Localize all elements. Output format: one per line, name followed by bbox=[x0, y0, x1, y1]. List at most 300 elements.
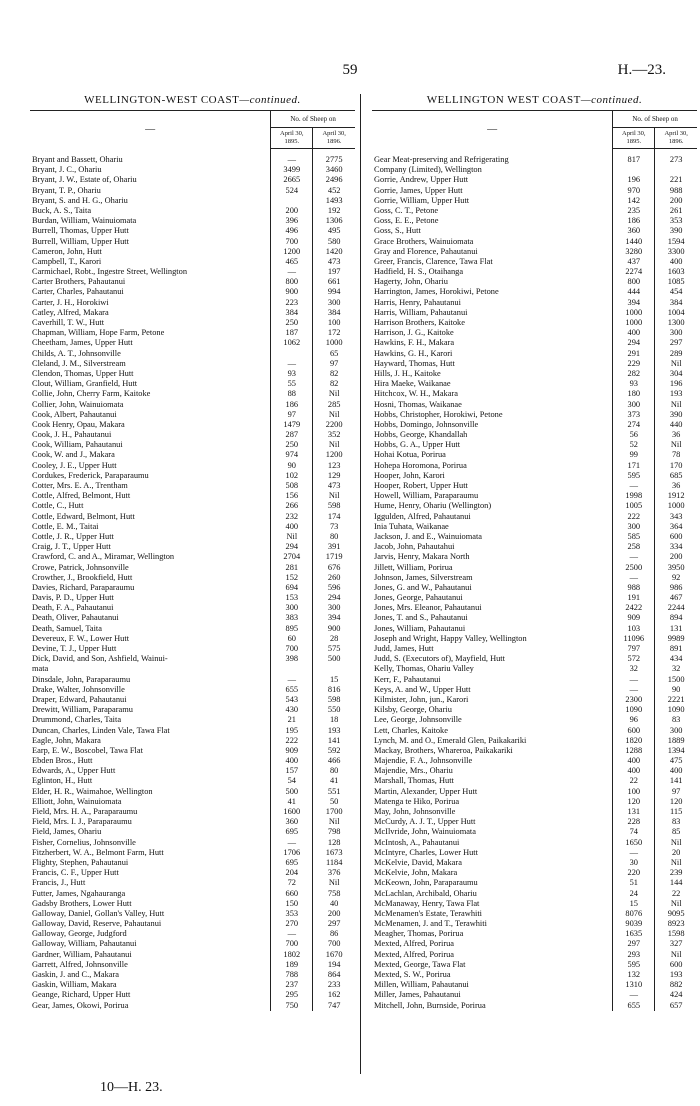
sheep-1895: 22 bbox=[613, 776, 655, 786]
sheep-1895: 2665 bbox=[271, 175, 313, 185]
owner-name: Caverhill, T. W., Hutt bbox=[30, 318, 271, 328]
owner-name: Goss, E. E., Petone bbox=[372, 216, 613, 226]
sheep-1895: 15 bbox=[613, 899, 655, 909]
owner-name: Flighty, Stephen, Pahautanui bbox=[30, 858, 271, 868]
sheep-1895: — bbox=[613, 990, 655, 1000]
owner-name: Cook, William, Pahautanui bbox=[30, 440, 271, 450]
sheep-1895: 543 bbox=[271, 695, 313, 705]
sheep-1896: 196 bbox=[669, 379, 683, 389]
sheep-1896: 598 bbox=[327, 501, 341, 511]
sheep-1896: 78 bbox=[671, 450, 681, 460]
table-row bbox=[30, 389, 355, 399]
sheep-1895: 222 bbox=[271, 736, 313, 746]
sheep-1896: Nil bbox=[328, 817, 340, 827]
owner-name: Eagle, John, Makara bbox=[30, 736, 271, 746]
table-row bbox=[30, 247, 355, 257]
sheep-1896: 82 bbox=[329, 368, 339, 378]
sheep-1895: 1310 bbox=[613, 980, 655, 990]
owner-name: Howell, William, Paraparaumu bbox=[372, 491, 613, 501]
sheep-1896: 376 bbox=[327, 868, 341, 878]
owner-name: Cleland, J. M., Silverstream bbox=[30, 359, 271, 369]
table-row bbox=[372, 787, 697, 797]
owner-name: Bryant, S. and H. G., Ohariu bbox=[30, 196, 271, 206]
table-row bbox=[30, 349, 355, 359]
table-row bbox=[30, 889, 355, 899]
sheep-1895: 595 bbox=[613, 960, 655, 970]
owner-name: Davies, Richard, Paraparaumu bbox=[30, 583, 271, 593]
sheep-1895: 2500 bbox=[613, 563, 655, 573]
owner-name: Mexted, Alfred, Porirua bbox=[372, 950, 613, 960]
sheep-1895: 189 bbox=[271, 960, 313, 970]
table-row bbox=[372, 817, 697, 827]
column-divider bbox=[360, 94, 361, 1074]
sheep-1895: 287 bbox=[271, 430, 313, 440]
sheep-1896: 40 bbox=[329, 898, 339, 908]
sheep-1896: Nil bbox=[328, 878, 340, 888]
table-row bbox=[372, 827, 697, 837]
sheep-1895: 2422 bbox=[613, 603, 655, 613]
table-row bbox=[372, 450, 697, 460]
table-row bbox=[30, 226, 355, 236]
sheep-1895: 232 bbox=[271, 512, 313, 522]
owner-name: Cook, Albert, Pahautanui bbox=[30, 410, 271, 420]
owner-name: Jarvis, Henry, Makara North bbox=[372, 552, 613, 562]
table-row bbox=[30, 298, 355, 308]
sheep-1895: 250 bbox=[271, 318, 313, 328]
table-row bbox=[30, 939, 355, 949]
sheep-1895: — bbox=[613, 675, 655, 685]
owner-name: Garrett, Alfred, Johnsonville bbox=[30, 960, 271, 970]
owner-name: Hadfield, H. S., Otaihanga bbox=[372, 267, 613, 277]
sheep-1896: 294 bbox=[327, 593, 341, 603]
owner-name: Death, Oliver, Pahautanui bbox=[30, 613, 271, 623]
sheep-1896: 661 bbox=[327, 277, 341, 287]
table-row bbox=[30, 481, 355, 491]
sheep-1896: 300 bbox=[327, 603, 341, 613]
sheep-1895: 1600 bbox=[271, 807, 313, 817]
sheep-1895: 1090 bbox=[613, 705, 655, 715]
sheep-1895: 186 bbox=[613, 216, 655, 226]
sheep-1896: Nil bbox=[670, 399, 682, 409]
sheep-1895: 274 bbox=[613, 420, 655, 430]
table-row bbox=[372, 206, 697, 216]
sheep-1896: 100 bbox=[327, 318, 341, 327]
owner-name: Catley, Alfred, Makara bbox=[30, 308, 271, 318]
owner-name: Bryant, J. W., Estate of, Ohariu bbox=[30, 175, 271, 185]
footer-signature: 10—H. 23. bbox=[100, 1080, 163, 1095]
sheep-1896: 200 bbox=[327, 908, 341, 918]
sheep-1896: 2244 bbox=[667, 603, 685, 613]
sheep-1896: 1306 bbox=[325, 216, 343, 226]
table-row bbox=[30, 685, 355, 695]
table-row bbox=[30, 848, 355, 858]
owner-name: Gaskin, J. and C., Makara bbox=[30, 970, 271, 980]
sheep-1896 bbox=[655, 165, 697, 175]
sheep-1896: 466 bbox=[327, 756, 341, 766]
sheep-1896: 400 bbox=[669, 256, 683, 266]
sheep-1895: 909 bbox=[271, 746, 313, 756]
table-row bbox=[30, 776, 355, 786]
table-row bbox=[30, 573, 355, 583]
sheep-1895: 156 bbox=[271, 491, 313, 501]
sheep-1895: 41 bbox=[271, 797, 313, 807]
sheep-1896: 193 bbox=[669, 389, 683, 399]
sheep-1896: 115 bbox=[670, 807, 683, 816]
sheep-1895: 200 bbox=[271, 206, 313, 216]
owner-name: Mexted, S. W., Porirua bbox=[372, 970, 613, 980]
sheep-1896: 2496 bbox=[325, 175, 343, 185]
sheep-1895: 171 bbox=[613, 461, 655, 471]
sheep-1896: 297 bbox=[669, 338, 683, 348]
table-row bbox=[372, 257, 697, 267]
sheep-1896: Nil bbox=[328, 440, 340, 450]
sheep-1895: 294 bbox=[613, 338, 655, 348]
owner-name: Judd, James, Hutt bbox=[372, 644, 613, 654]
header-year-1896: April 30, 1896. bbox=[313, 128, 355, 149]
table-row bbox=[30, 420, 355, 430]
sheep-1896: 500 bbox=[327, 654, 341, 664]
table-row bbox=[30, 899, 355, 909]
table-row bbox=[372, 338, 697, 348]
sheep-1896: 36 bbox=[671, 481, 681, 490]
sheep-1896: 334 bbox=[669, 542, 683, 552]
sheep-1896: 300 bbox=[327, 297, 341, 307]
table-row bbox=[30, 318, 355, 328]
table-row bbox=[30, 838, 355, 848]
sheep-1895: 97 bbox=[271, 410, 313, 420]
owner-name: Judd, S. (Executors of), Mayfield, Hutt bbox=[372, 654, 613, 664]
owner-name: Carter Brothers, Pahautanui bbox=[30, 277, 271, 287]
table-row bbox=[30, 186, 355, 196]
table-row bbox=[372, 919, 697, 929]
sheep-1895: 895 bbox=[271, 624, 313, 634]
owner-name: Kilmister, John, jun., Karori bbox=[372, 695, 613, 705]
sheep-1895 bbox=[271, 196, 313, 206]
sheep-1896: 193 bbox=[327, 725, 341, 735]
sheep-1895: 595 bbox=[613, 471, 655, 481]
owner-name: Harrison Brothers, Kaitoke bbox=[372, 318, 613, 328]
table-row bbox=[372, 277, 697, 287]
sheep-1895: 132 bbox=[613, 970, 655, 980]
left-table bbox=[30, 110, 355, 1011]
sheep-1896: 1200 bbox=[325, 450, 343, 460]
table-row bbox=[30, 410, 355, 420]
table-row bbox=[30, 756, 355, 766]
table-row bbox=[30, 634, 355, 644]
table-row bbox=[372, 216, 697, 226]
sheep-1895: 373 bbox=[613, 410, 655, 420]
table-row bbox=[30, 858, 355, 868]
sheep-1895: 398 bbox=[271, 654, 313, 664]
sheep-1895: 9039 bbox=[613, 919, 655, 929]
owner-name: Death, F. A., Pahautanui bbox=[30, 603, 271, 613]
sheep-1895: 496 bbox=[271, 226, 313, 236]
sheep-1896: 97 bbox=[671, 786, 681, 796]
sheep-1896: 1700 bbox=[325, 807, 343, 816]
sheep-1896: 9095 bbox=[667, 908, 685, 918]
owner-name: Cotter, Mrs. E. A., Trentham bbox=[30, 481, 271, 491]
owner-name: Hooper, John, Karori bbox=[372, 471, 613, 481]
sheep-1896: 1000 bbox=[325, 338, 343, 348]
sheep-1896: 221 bbox=[669, 175, 683, 185]
sheep-1896: 384 bbox=[327, 307, 341, 317]
sheep-1895: 250 bbox=[271, 440, 313, 450]
sheep-1896: 2200 bbox=[325, 419, 343, 429]
sheep-1895: — bbox=[271, 675, 313, 685]
owner-name: Hohai Kotua, Porirua bbox=[372, 450, 613, 460]
sheep-1896: 550 bbox=[327, 705, 341, 715]
owner-name: Iggulden, Alfred, Pahautanui bbox=[372, 512, 613, 522]
sheep-1895: 524 bbox=[271, 186, 313, 196]
sheep-1896: 343 bbox=[669, 511, 683, 521]
sheep-1896: Nil bbox=[670, 898, 682, 908]
owner-name: McMenamen, J. and T., Terawhiti bbox=[372, 919, 613, 929]
sheep-1895: 1479 bbox=[271, 420, 313, 430]
owner-name: McKelvie, John, Makara bbox=[372, 868, 613, 878]
sheep-1896: 297 bbox=[327, 919, 341, 929]
sheep-1895: — bbox=[271, 149, 313, 166]
table-row bbox=[30, 175, 355, 185]
sheep-1896: 424 bbox=[669, 990, 683, 1000]
owner-name: Clout, William, Granfield, Hutt bbox=[30, 379, 271, 389]
owner-name: Jackson, J. and E., Wainuiomata bbox=[372, 532, 613, 542]
table-row bbox=[30, 715, 355, 725]
sheep-1896: 391 bbox=[327, 542, 341, 552]
owner-name: Childs, A. T., Johnsonville bbox=[30, 349, 271, 359]
sheep-1895: 700 bbox=[271, 644, 313, 654]
owner-name: Hawkins, F. H., Makara bbox=[372, 338, 613, 348]
sheep-1895: 1005 bbox=[613, 501, 655, 511]
sheep-1895: 1820 bbox=[613, 736, 655, 746]
sheep-1895: 237 bbox=[271, 980, 313, 990]
sheep-1895: 24 bbox=[613, 889, 655, 899]
sheep-1895: 204 bbox=[271, 868, 313, 878]
owner-name: Majendie, Mrs., Ohariu bbox=[372, 766, 613, 776]
owner-name: Campbell, T., Karori bbox=[30, 257, 271, 267]
sheep-1896: 816 bbox=[327, 684, 341, 694]
sheep-1896: 600 bbox=[669, 959, 683, 969]
owner-name: Jones, Mrs. Eleanor, Pahautanui bbox=[372, 603, 613, 613]
table-row bbox=[30, 664, 355, 674]
table-row bbox=[372, 237, 697, 247]
sheep-1896: 1394 bbox=[667, 745, 685, 755]
table-row bbox=[30, 970, 355, 980]
owner-name: Drummond, Charles, Taita bbox=[30, 715, 271, 725]
owner-name: Hills, J. H., Kaitoke bbox=[372, 369, 613, 379]
sheep-1895: 270 bbox=[271, 919, 313, 929]
table-row bbox=[372, 776, 697, 786]
table-row bbox=[372, 990, 697, 1000]
table-row bbox=[372, 512, 697, 522]
table-row bbox=[30, 797, 355, 807]
owner-name: Bryant, T. P., Ohariu bbox=[30, 186, 271, 196]
sheep-1895: 909 bbox=[613, 613, 655, 623]
sheep-1896: Nil bbox=[328, 491, 340, 501]
owner-name: Collie, John, Cherry Farm, Kaitoke bbox=[30, 389, 271, 399]
sheep-1895: 150 bbox=[271, 899, 313, 909]
owner-name: Hayward, Thomas, Hutt bbox=[372, 359, 613, 369]
sheep-1895: 300 bbox=[613, 400, 655, 410]
sheep-1896: 551 bbox=[327, 786, 341, 796]
sheep-1896: 575 bbox=[327, 644, 341, 653]
sheep-1895: 655 bbox=[613, 1001, 655, 1011]
table-row bbox=[30, 237, 355, 247]
sheep-1896: 467 bbox=[669, 593, 683, 603]
owner-name: Jones, G. and W., Pahautanui bbox=[372, 583, 613, 593]
header-dash: — bbox=[372, 111, 613, 149]
sheep-1895: 55 bbox=[271, 379, 313, 389]
owner-name: Miller, James, Pahautanui bbox=[372, 990, 613, 1000]
sheep-1895: 235 bbox=[613, 206, 655, 216]
sheep-1895: 900 bbox=[271, 287, 313, 297]
table-row bbox=[372, 939, 697, 949]
table-row bbox=[30, 878, 355, 888]
sheep-1895: 294 bbox=[271, 542, 313, 552]
sheep-1896: 32 bbox=[671, 664, 681, 674]
right-column bbox=[372, 94, 697, 1011]
sheep-1896: 1004 bbox=[667, 307, 685, 317]
sheep-1895: 384 bbox=[271, 308, 313, 318]
table-row bbox=[372, 746, 697, 756]
owner-name: Martin, Alexander, Upper Hutt bbox=[372, 787, 613, 797]
sheep-1895: 258 bbox=[613, 542, 655, 552]
owner-name: Cordukes, Frederick, Paraparaumu bbox=[30, 471, 271, 481]
owner-name: Drewitt, William, Paraparamu bbox=[30, 705, 271, 715]
sheep-1896: 1500 bbox=[667, 674, 685, 684]
table-row bbox=[372, 420, 697, 430]
sheep-1895: 222 bbox=[613, 512, 655, 522]
owner-name: Gray and Florence, Pahautanui bbox=[372, 247, 613, 257]
owner-name: Carmichael, Robt., Ingestre Street, Wellington bbox=[30, 267, 271, 277]
sheep-1896: 123 bbox=[327, 460, 341, 470]
owner-name: Gadsby Brothers, Lower Hutt bbox=[30, 899, 271, 909]
sheep-1895: 300 bbox=[613, 522, 655, 532]
owner-name: Greer, Francis, Clarence, Tawa Flat bbox=[372, 257, 613, 267]
table-row bbox=[372, 929, 697, 939]
table-row bbox=[372, 389, 697, 399]
sheep-1895: 266 bbox=[271, 501, 313, 511]
owner-name: Eglinton, H., Hutt bbox=[30, 776, 271, 786]
sheep-1896: 260 bbox=[327, 572, 341, 582]
sheep-1895: 223 bbox=[271, 298, 313, 308]
sheep-1896: 1889 bbox=[667, 735, 685, 745]
sheep-1896: 8923 bbox=[667, 919, 685, 929]
sheep-1896: 304 bbox=[669, 368, 683, 378]
sheep-1896: 1594 bbox=[667, 236, 685, 246]
sheep-1895: 1706 bbox=[271, 848, 313, 858]
table-row bbox=[30, 267, 355, 277]
owner-name: Cottle, J. R., Upper Hutt bbox=[30, 532, 271, 542]
table-row bbox=[372, 858, 697, 868]
table-row bbox=[372, 960, 697, 970]
table-row bbox=[372, 624, 697, 634]
owner-name: Marshall, Thomas, Hutt bbox=[372, 776, 613, 786]
table-row bbox=[372, 675, 697, 685]
owner-name: Goss, S., Hutt bbox=[372, 226, 613, 236]
sheep-1895: 228 bbox=[613, 817, 655, 827]
owner-name: Cook Henry, Opau, Makara bbox=[30, 420, 271, 430]
table-row bbox=[372, 226, 697, 236]
sheep-1896: 172 bbox=[327, 328, 341, 338]
sheep-1895: 400 bbox=[613, 328, 655, 338]
sheep-1895 bbox=[271, 349, 313, 359]
owner-name: Death, Samuel, Taita bbox=[30, 624, 271, 634]
table-row bbox=[372, 359, 697, 369]
table-row bbox=[30, 593, 355, 603]
header-year-1896: April 30, 1896. bbox=[655, 128, 697, 149]
owner-name: Johnson, James, Silverstream bbox=[372, 573, 613, 583]
sheep-1896: 41 bbox=[329, 776, 339, 786]
sheep-1895: 51 bbox=[613, 878, 655, 888]
owner-name: Harrington, James, Horokiwi, Petone bbox=[372, 287, 613, 297]
sheep-1896: 80 bbox=[329, 766, 339, 776]
sheep-1896: 676 bbox=[327, 562, 341, 572]
table-row bbox=[372, 695, 697, 705]
table-row bbox=[30, 369, 355, 379]
sheep-1896: 97 bbox=[329, 358, 339, 368]
owner-name: Craig, J. T., Upper Hutt bbox=[30, 542, 271, 552]
table-row bbox=[372, 838, 697, 848]
owner-name: Chapman, William, Hope Farm, Petone bbox=[30, 328, 271, 338]
sheep-1896: 700 bbox=[327, 939, 341, 949]
sheep-1895: 817 bbox=[613, 149, 655, 166]
owner-name: Gear Meat-preserving and Refrigerating bbox=[372, 149, 613, 166]
sheep-1896: 758 bbox=[327, 888, 341, 898]
table-row bbox=[372, 298, 697, 308]
sheep-1895: 660 bbox=[271, 889, 313, 899]
header-year-1895: April 30, 1895. bbox=[271, 128, 313, 149]
sheep-1895: 400 bbox=[613, 766, 655, 776]
owner-name: Galloway, Daniel, Gollan's Valley, Hutt bbox=[30, 909, 271, 919]
owner-name: Majendie, F. A., Johnsonville bbox=[372, 756, 613, 766]
table-row bbox=[372, 644, 697, 654]
page-number: 59 bbox=[342, 62, 358, 78]
owner-name: Ebden Bros., Hutt bbox=[30, 756, 271, 766]
table-row bbox=[30, 675, 355, 685]
owner-name: Meagher, Thomas, Porirua bbox=[372, 929, 613, 939]
sheep-1896: 988 bbox=[669, 185, 683, 195]
sheep-1896: 300 bbox=[669, 328, 683, 338]
sheep-1895: 2274 bbox=[613, 267, 655, 277]
owner-name: Burdan, William, Wainuiomata bbox=[30, 216, 271, 226]
owner-name: Hosni, Thomas, Waikanae bbox=[372, 400, 613, 410]
owner-name: McMenamen's Estate, Terawhiti bbox=[372, 909, 613, 919]
sheep-1896: 1420 bbox=[325, 246, 343, 256]
owner-name: Buck, A. S., Taita bbox=[30, 206, 271, 216]
sheep-1896: 9989 bbox=[667, 633, 685, 643]
sheep-1895: 2300 bbox=[613, 695, 655, 705]
right-column-title: WELLINGTON WEST COAST—continued. bbox=[426, 94, 643, 106]
sheep-1896: 3460 bbox=[325, 165, 343, 175]
sheep-1895: 444 bbox=[613, 287, 655, 297]
sheep-1896: 28 bbox=[329, 633, 339, 643]
table-row bbox=[372, 400, 697, 410]
owner-name: Cottle, Edward, Belmont, Hutt bbox=[30, 512, 271, 522]
sheep-1896: 300 bbox=[669, 725, 683, 735]
sheep-1896: 50 bbox=[329, 796, 339, 806]
sheep-1895: 282 bbox=[613, 369, 655, 379]
owner-name: Cook, W. and J., Makara bbox=[30, 450, 271, 460]
table-row bbox=[372, 980, 697, 990]
sheep-1895: 750 bbox=[271, 1001, 313, 1011]
sheep-1896: 174 bbox=[327, 511, 341, 521]
table-row bbox=[372, 950, 697, 960]
sheep-1895: 293 bbox=[613, 950, 655, 960]
owner-name: Hitchcox, W. H., Makara bbox=[372, 389, 613, 399]
table-row bbox=[30, 450, 355, 460]
owner-name: Cooley, J. E., Upper Hutt bbox=[30, 461, 271, 471]
table-row bbox=[30, 359, 355, 369]
